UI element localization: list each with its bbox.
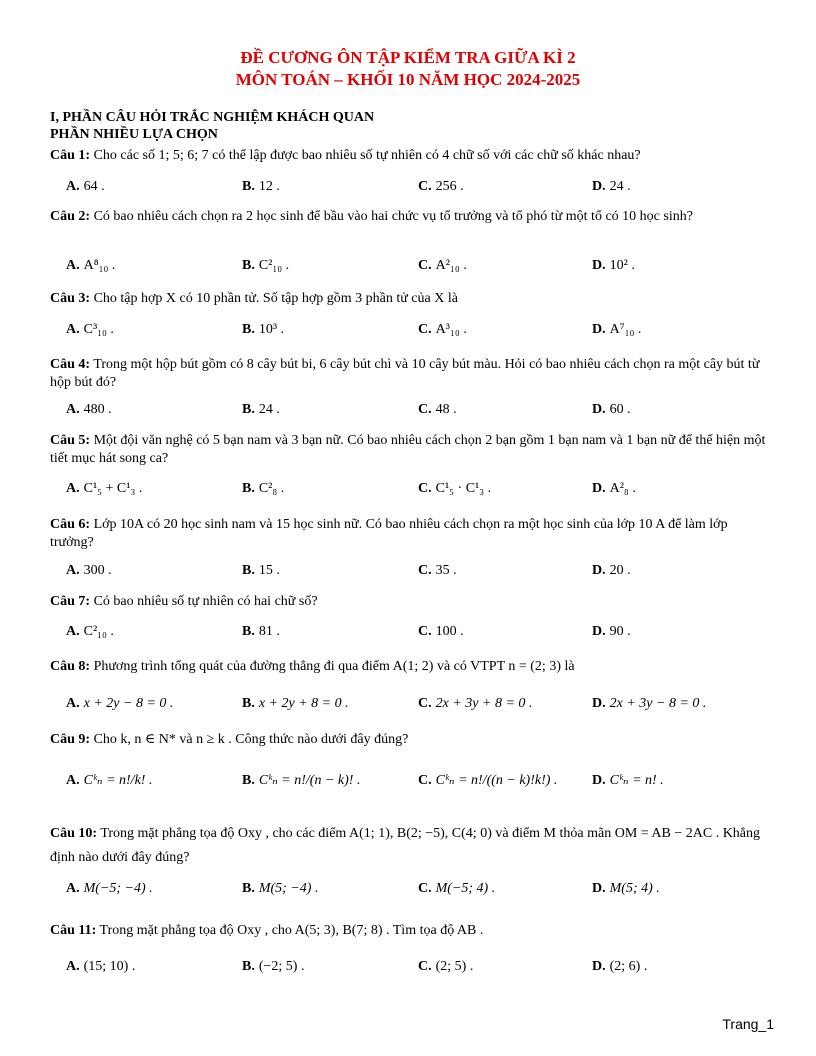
question-10-options: [50, 878, 766, 900]
question-8: [50, 658, 766, 676]
document-page: [50, 0, 766, 1056]
question-11: [50, 922, 766, 940]
question-text: Có bao nhiêu cách chọn ra 2 học sinh để bầu vào hai chức vụ tổ trưởng và tổ phó từ một tổ có 10 học sinh?: [93, 209, 693, 224]
option-c[interactable]: C. C¹₅ · C¹₃ .: [418, 481, 492, 496]
option-c[interactable]: C. 48 .: [418, 402, 457, 417]
option-c[interactable]: C. A³₁₀ .: [418, 322, 467, 337]
option-d[interactable]: D. (2; 6) .: [592, 959, 648, 974]
option-a[interactable]: A. x + 2y − 8 = 0 .: [66, 696, 174, 711]
section-heading: I, PHẦN CÂU HỎI TRẮC NGHIỆM KHÁCH QUAN: [50, 110, 375, 125]
question-8-options: [50, 693, 766, 715]
option-a[interactable]: A. (15; 10) .: [66, 959, 136, 974]
option-b[interactable]: B. M(5; −4) .: [242, 881, 319, 896]
option-b[interactable]: B. 12 .: [242, 179, 280, 194]
question-text: Một đội văn nghệ có 5 bạn nam và 3 bạn nữ. Có bao nhiêu cách chọn 2 bạn gồm 1 bạn nam và 1 bạn nữ để thể hiện một tiết mục hát song ca?: [50, 433, 766, 466]
question-5: [50, 432, 766, 468]
option-d[interactable]: D. 90 .: [592, 624, 631, 639]
option-b[interactable]: B. 81 .: [242, 624, 280, 639]
option-c[interactable]: C. 35 .: [418, 563, 457, 578]
option-d[interactable]: D. 10² .: [592, 258, 635, 273]
question-label: Câu 5:: [50, 433, 91, 448]
option-c[interactable]: C. Cᵏₙ = n!/((n − k)!k!) .: [418, 773, 558, 788]
option-a[interactable]: A. M(−5; −4) .: [66, 881, 153, 896]
question-2: [50, 208, 766, 226]
question-10: [50, 822, 766, 870]
question-text: Cho k, n ∈ N* và n ≥ k . Công thức nào dưới đây đúng?: [93, 732, 409, 747]
option-d[interactable]: D. A⁷₁₀ .: [592, 322, 642, 337]
question-4: [50, 356, 766, 392]
option-b[interactable]: B. x + 2y + 8 = 0 .: [242, 696, 349, 711]
option-c[interactable]: C. M(−5; 4) .: [418, 881, 496, 896]
question-label: Câu 11:: [50, 923, 97, 938]
option-a[interactable]: A. Cᵏₙ = n!/k! .: [66, 773, 153, 788]
option-c[interactable]: C. A²₁₀ .: [418, 258, 467, 273]
option-a[interactable]: A. C¹₅ + C¹₃ .: [66, 481, 143, 496]
question-label: Câu 10:: [50, 826, 98, 841]
option-b[interactable]: B. (−2; 5) .: [242, 959, 305, 974]
option-c[interactable]: C. 256 .: [418, 179, 464, 194]
option-d[interactable]: D. 24 .: [592, 179, 631, 194]
question-1-options: [50, 176, 766, 198]
question-2-options: [50, 255, 766, 277]
question-4-options: [50, 399, 766, 421]
option-c[interactable]: C. (2; 5) .: [418, 959, 474, 974]
question-text: Phương trình tổng quát của đường thẳng đi qua điểm A(1; 2) và có VTPT n = (2; 3) là: [93, 659, 575, 674]
question-text: Trong mặt phẳng tọa độ Oxy , cho A(5; 3), B(7; 8) . Tìm tọa độ AB .: [99, 923, 484, 938]
option-a[interactable]: A. C²₁₀ .: [66, 624, 114, 639]
option-b[interactable]: B. 24 .: [242, 402, 280, 417]
question-label: Câu 7:: [50, 594, 91, 609]
question-5-options: [50, 478, 766, 500]
option-d[interactable]: D. Cᵏₙ = n! .: [592, 773, 664, 788]
question-1: [50, 147, 766, 165]
page-number: Trang_1: [722, 1016, 774, 1032]
option-d[interactable]: D. 20 .: [592, 563, 631, 578]
section-subheading: PHẦN NHIỀU LỰA CHỌN: [50, 127, 218, 142]
question-label: Câu 6:: [50, 517, 91, 532]
option-d[interactable]: D. 60 .: [592, 402, 631, 417]
option-a[interactable]: A. 480 .: [66, 402, 112, 417]
document-title-line-1: ĐỀ CƯƠNG ÔN TẬP KIỂM TRA GIỮA KÌ 2: [240, 48, 576, 67]
question-label: Câu 3:: [50, 291, 91, 306]
option-a[interactable]: A. 64 .: [66, 179, 105, 194]
question-3-options: [50, 319, 766, 341]
document-title-line-2: MÔN TOÁN – KHỐI 10 NĂM HỌC 2024-2025: [235, 70, 581, 89]
question-6-options: [50, 560, 766, 582]
question-7-options: [50, 621, 766, 643]
question-label: Câu 9:: [50, 732, 91, 747]
question-text: Trong một hộp bút gồm có 8 cây bút bi, 6 cây bút chì và 10 cây bút màu. Hỏi có bao nhiêu cách chọn ra một cây bút từ hộp bút đó?: [50, 357, 760, 390]
option-d[interactable]: D. M(5; 4) .: [592, 881, 660, 896]
option-a[interactable]: A. 300 .: [66, 563, 112, 578]
option-a[interactable]: A. C³₁₀ .: [66, 322, 114, 337]
option-c[interactable]: C. 2x + 3y + 8 = 0 .: [418, 696, 533, 711]
question-label: Câu 1:: [50, 148, 91, 163]
option-b[interactable]: B. Cᵏₙ = n!/(n − k)! .: [242, 773, 361, 788]
question-label: Câu 4:: [50, 357, 91, 372]
option-c[interactable]: C. 100 .: [418, 624, 464, 639]
question-6: [50, 516, 766, 552]
option-b[interactable]: B. 15 .: [242, 563, 280, 578]
question-9-options: [50, 770, 766, 792]
question-text: Trong mặt phẳng tọa độ Oxy , cho các điểm A(1; 1), B(2; −5), C(4; 0) và điểm M thỏa mãn OM = AB − 2AC . Khẳng định nào dưới đây đúng?: [50, 826, 761, 865]
option-b[interactable]: B. C²₈ .: [242, 481, 285, 496]
question-label: Câu 2:: [50, 209, 91, 224]
question-9: [50, 731, 766, 749]
option-d[interactable]: D. A²₈ .: [592, 481, 636, 496]
option-b[interactable]: B. 10³ .: [242, 322, 285, 337]
option-d[interactable]: D. 2x + 3y − 8 = 0 .: [592, 696, 707, 711]
question-text: Cho các số 1; 5; 6; 7 có thể lập được bao nhiêu số tự nhiên có 4 chữ số với các chữ số khác nhau?: [93, 148, 641, 163]
option-b[interactable]: B. C²₁₀ .: [242, 258, 290, 273]
question-11-options: [50, 956, 766, 978]
option-a[interactable]: A. A⁸₁₀ .: [66, 258, 116, 273]
question-text: Lớp 10A có 20 học sinh nam và 15 học sinh nữ. Có bao nhiêu cách chọn ra một học sinh của lớp 10 A để làm lớp trưởng?: [50, 517, 728, 550]
question-label: Câu 8:: [50, 659, 91, 674]
question-text: Có bao nhiêu số tự nhiên có hai chữ số?: [93, 594, 318, 609]
question-3: [50, 290, 766, 308]
question-7: [50, 593, 766, 611]
question-text: Cho tập hợp X có 10 phần tử. Số tập hợp gồm 3 phần tử của X là: [93, 291, 458, 306]
